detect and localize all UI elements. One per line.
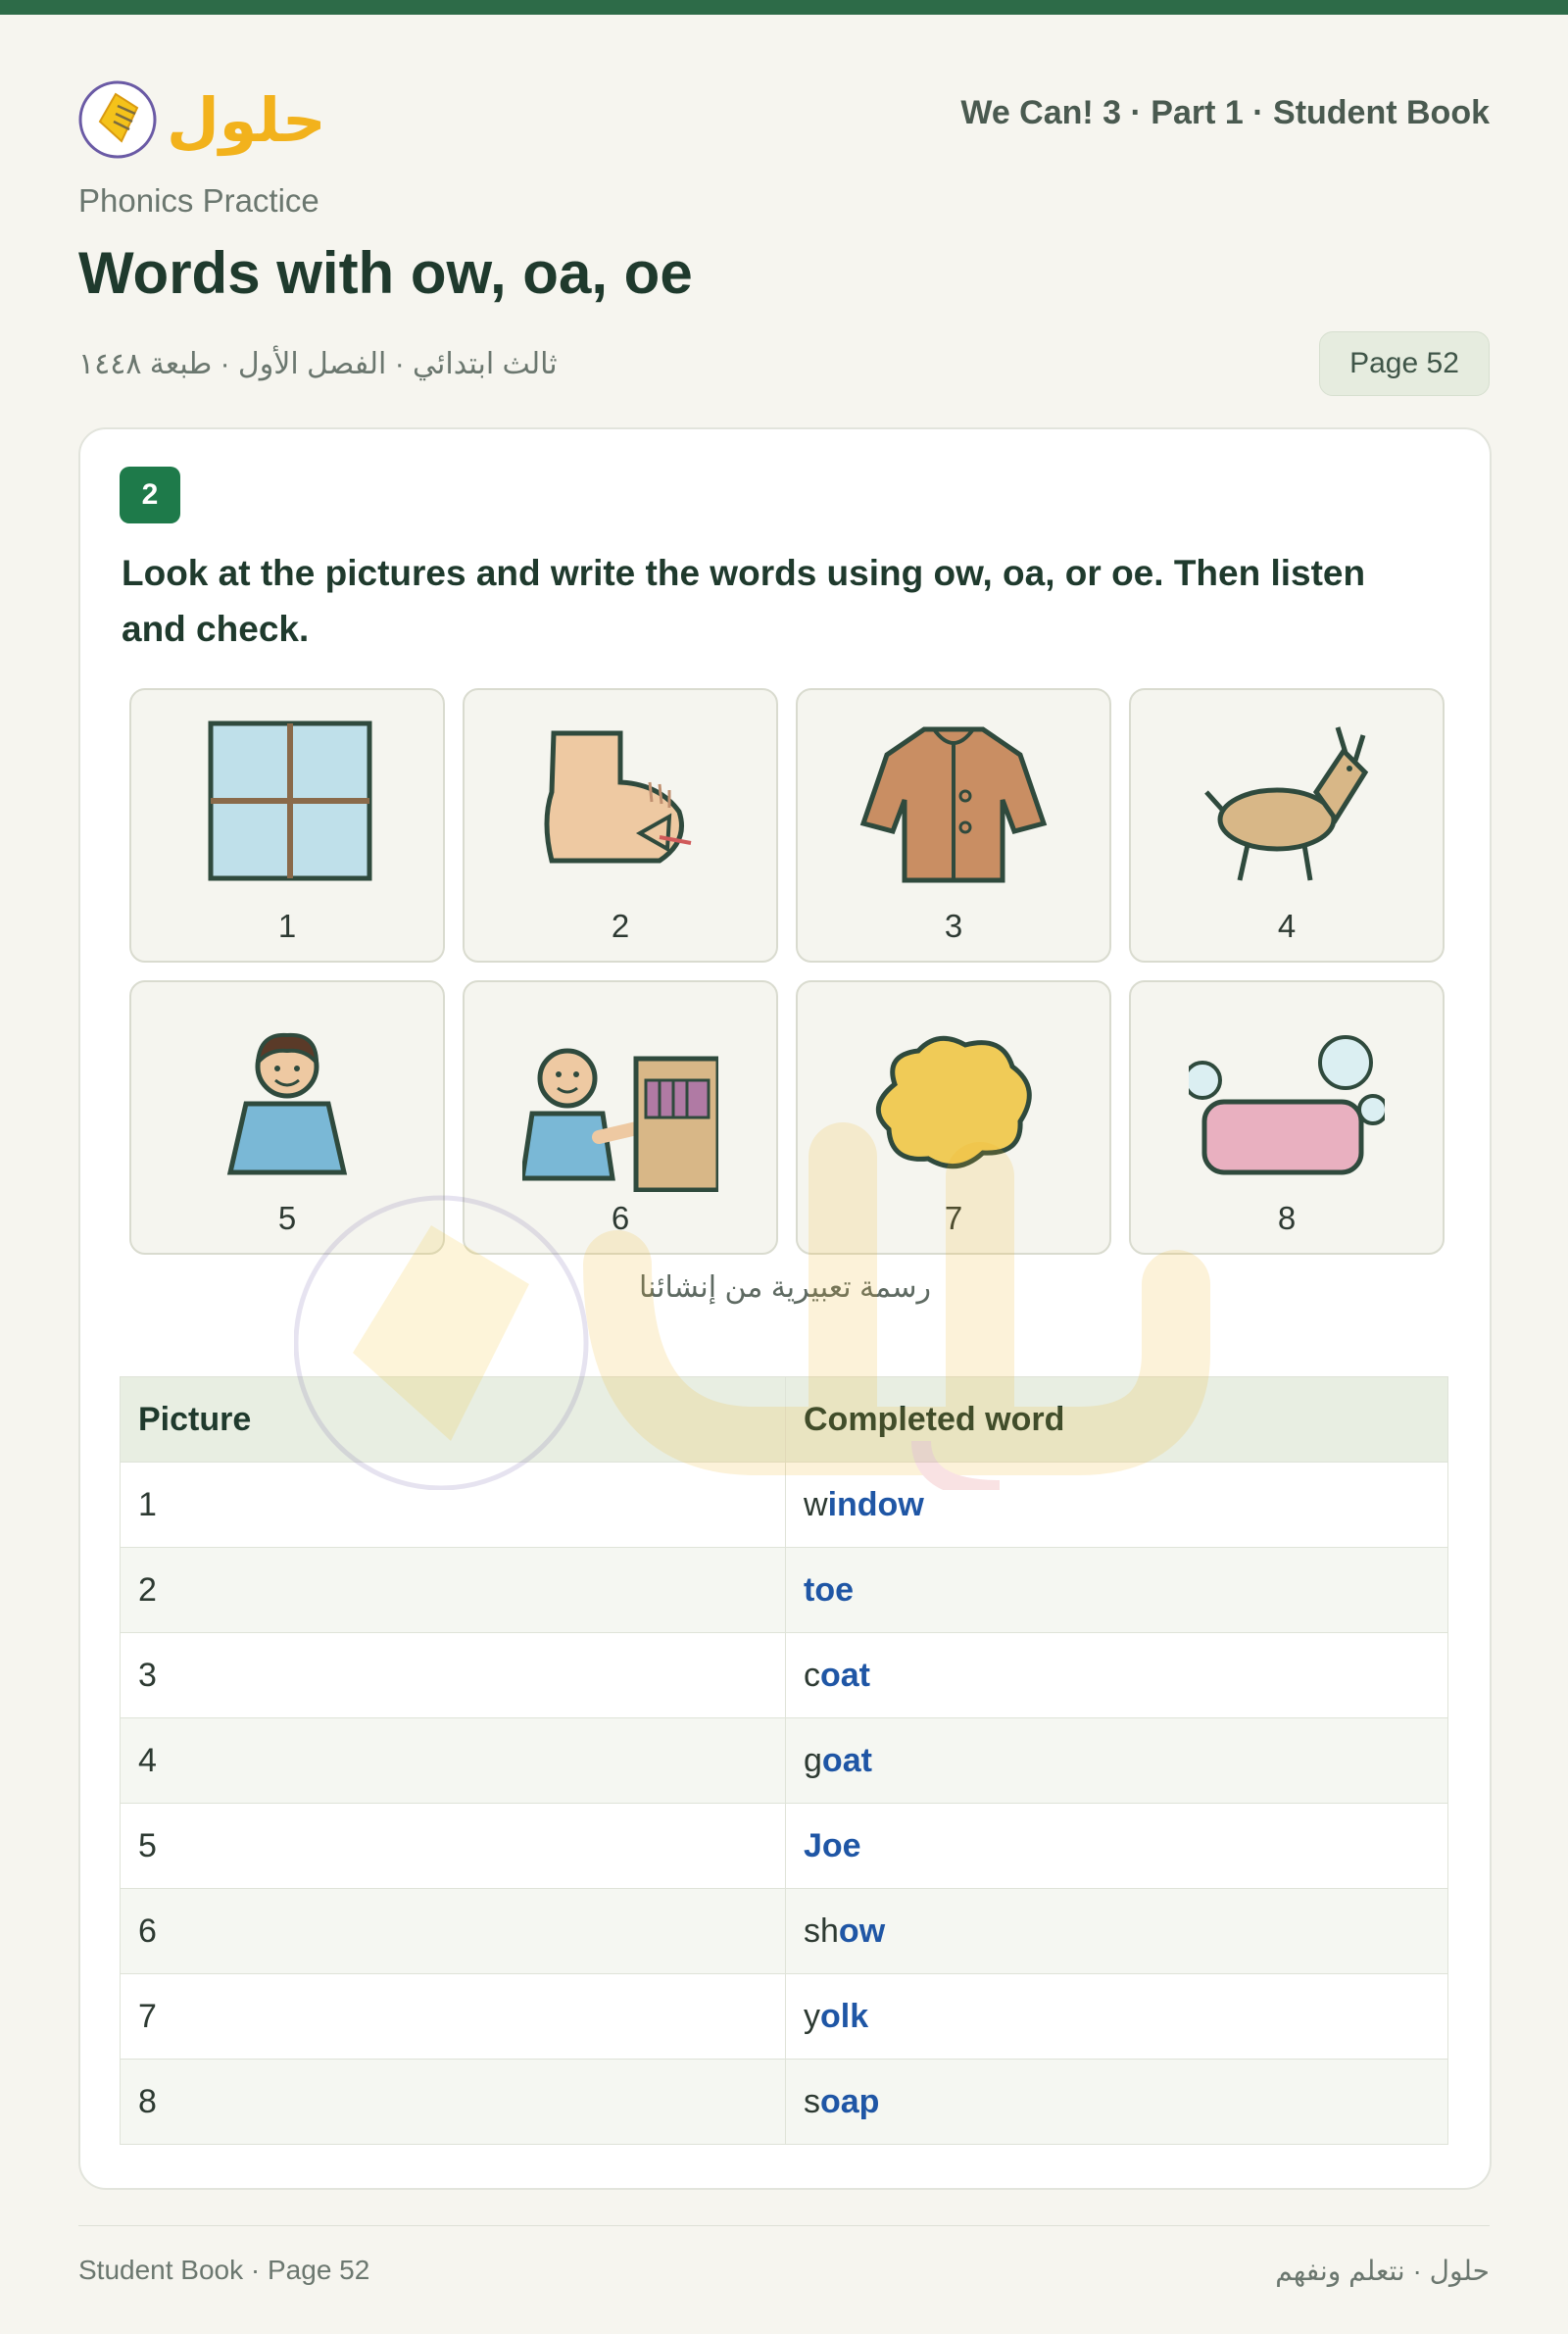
row-number: 3	[121, 1633, 786, 1718]
completed-word	[786, 1889, 1448, 1974]
picture-card	[1129, 688, 1445, 963]
column-header-word: Completed word	[786, 1377, 1448, 1463]
word-prefix: y	[804, 1997, 820, 2035]
coat-icon	[856, 714, 1052, 900]
table-row	[121, 1548, 1448, 1633]
exercise-instruction: Look at the pictures and write the words using ow, oa, or oe. Then listen and check.	[122, 553, 1366, 649]
footer-brand: حلول · نتعلم ونفهم	[1275, 2256, 1490, 2286]
row-number: 6	[121, 1889, 786, 1974]
picture-number: 3	[944, 908, 963, 944]
picture-number: 7	[944, 1200, 963, 1236]
foot-toe-icon	[522, 714, 718, 900]
grade-meta: ثالث ابتدائي · الفصل الأول · طبعة ١٤٤٨	[78, 348, 558, 380]
word-highlight: oat	[821, 1741, 872, 1779]
picture-grid	[129, 688, 1443, 1253]
table-header-row	[121, 1377, 1448, 1463]
table-row	[121, 1889, 1448, 1974]
word-highlight: toe	[804, 1570, 854, 1609]
row-number: 7	[121, 1974, 786, 2060]
picture-card	[1129, 980, 1445, 1255]
word-highlight: oat	[820, 1656, 870, 1694]
show-icon	[522, 1006, 718, 1192]
page-title: Words with ow, oa, oe	[78, 240, 693, 306]
window-icon	[189, 714, 385, 900]
picture-number: 8	[1277, 1200, 1297, 1236]
word-highlight: Joe	[804, 1826, 861, 1864]
top-accent-bar	[0, 0, 1568, 15]
picture-card	[463, 980, 778, 1255]
word-prefix: sh	[804, 1912, 839, 1950]
picture-number: 4	[1277, 908, 1297, 944]
book-title: We Can! 3 · Part 1 · Student Book	[960, 94, 1490, 131]
column-header-picture: Picture	[121, 1377, 786, 1463]
row-number: 5	[121, 1804, 786, 1889]
goat-icon	[1189, 714, 1385, 900]
boy-joe-icon	[189, 1006, 385, 1192]
answer-table	[120, 1376, 1448, 2145]
picture-number: 1	[277, 908, 297, 944]
picture-number: 2	[611, 908, 630, 944]
table-row	[121, 1718, 1448, 1804]
picture-card	[129, 980, 445, 1255]
completed-word	[786, 1463, 1448, 1548]
exercise-card	[78, 427, 1492, 2190]
page-badge: Page 52	[1319, 331, 1490, 396]
picture-card	[796, 980, 1111, 1255]
word-prefix: w	[804, 1485, 828, 1523]
table-row	[121, 1804, 1448, 1889]
completed-word	[786, 2060, 1448, 2145]
picture-card	[796, 688, 1111, 963]
section-label: Phonics Practice	[78, 182, 319, 219]
svg-text:حلول: حلول	[167, 84, 326, 156]
yolk-icon	[856, 1006, 1052, 1192]
row-number: 2	[121, 1548, 786, 1633]
picture-card	[129, 688, 445, 963]
picture-number: 6	[611, 1200, 630, 1236]
word-prefix: g	[804, 1741, 822, 1779]
word-highlight: indow	[827, 1485, 924, 1523]
image-caption: رسمة تعبيرية من إنشائنا	[638, 1271, 931, 1304]
table-row	[121, 1974, 1448, 2060]
row-number: 1	[121, 1463, 786, 1548]
logo[interactable]	[78, 61, 333, 169]
row-number: 4	[121, 1718, 786, 1804]
completed-word	[786, 1804, 1448, 1889]
completed-word	[786, 1548, 1448, 1633]
header	[78, 61, 1490, 169]
word-highlight: ow	[838, 1912, 886, 1950]
table-row	[121, 1463, 1448, 1548]
table-row	[121, 1633, 1448, 1718]
soap-icon	[1189, 1006, 1385, 1192]
word-prefix: c	[804, 1656, 820, 1694]
picture-number: 5	[277, 1200, 297, 1236]
word-prefix: s	[804, 2082, 820, 2120]
table-row	[121, 2060, 1448, 2145]
completed-word	[786, 1633, 1448, 1718]
exercise-number: 2	[120, 467, 180, 523]
picture-card	[463, 688, 778, 963]
footer-divider	[78, 2225, 1490, 2226]
completed-word	[786, 1974, 1448, 2060]
row-number: 8	[121, 2060, 786, 2145]
word-highlight: oap	[820, 2082, 880, 2120]
completed-word	[786, 1718, 1448, 1804]
word-highlight: olk	[820, 1997, 869, 2035]
footer-page-info: Student Book · Page 52	[78, 2255, 370, 2285]
